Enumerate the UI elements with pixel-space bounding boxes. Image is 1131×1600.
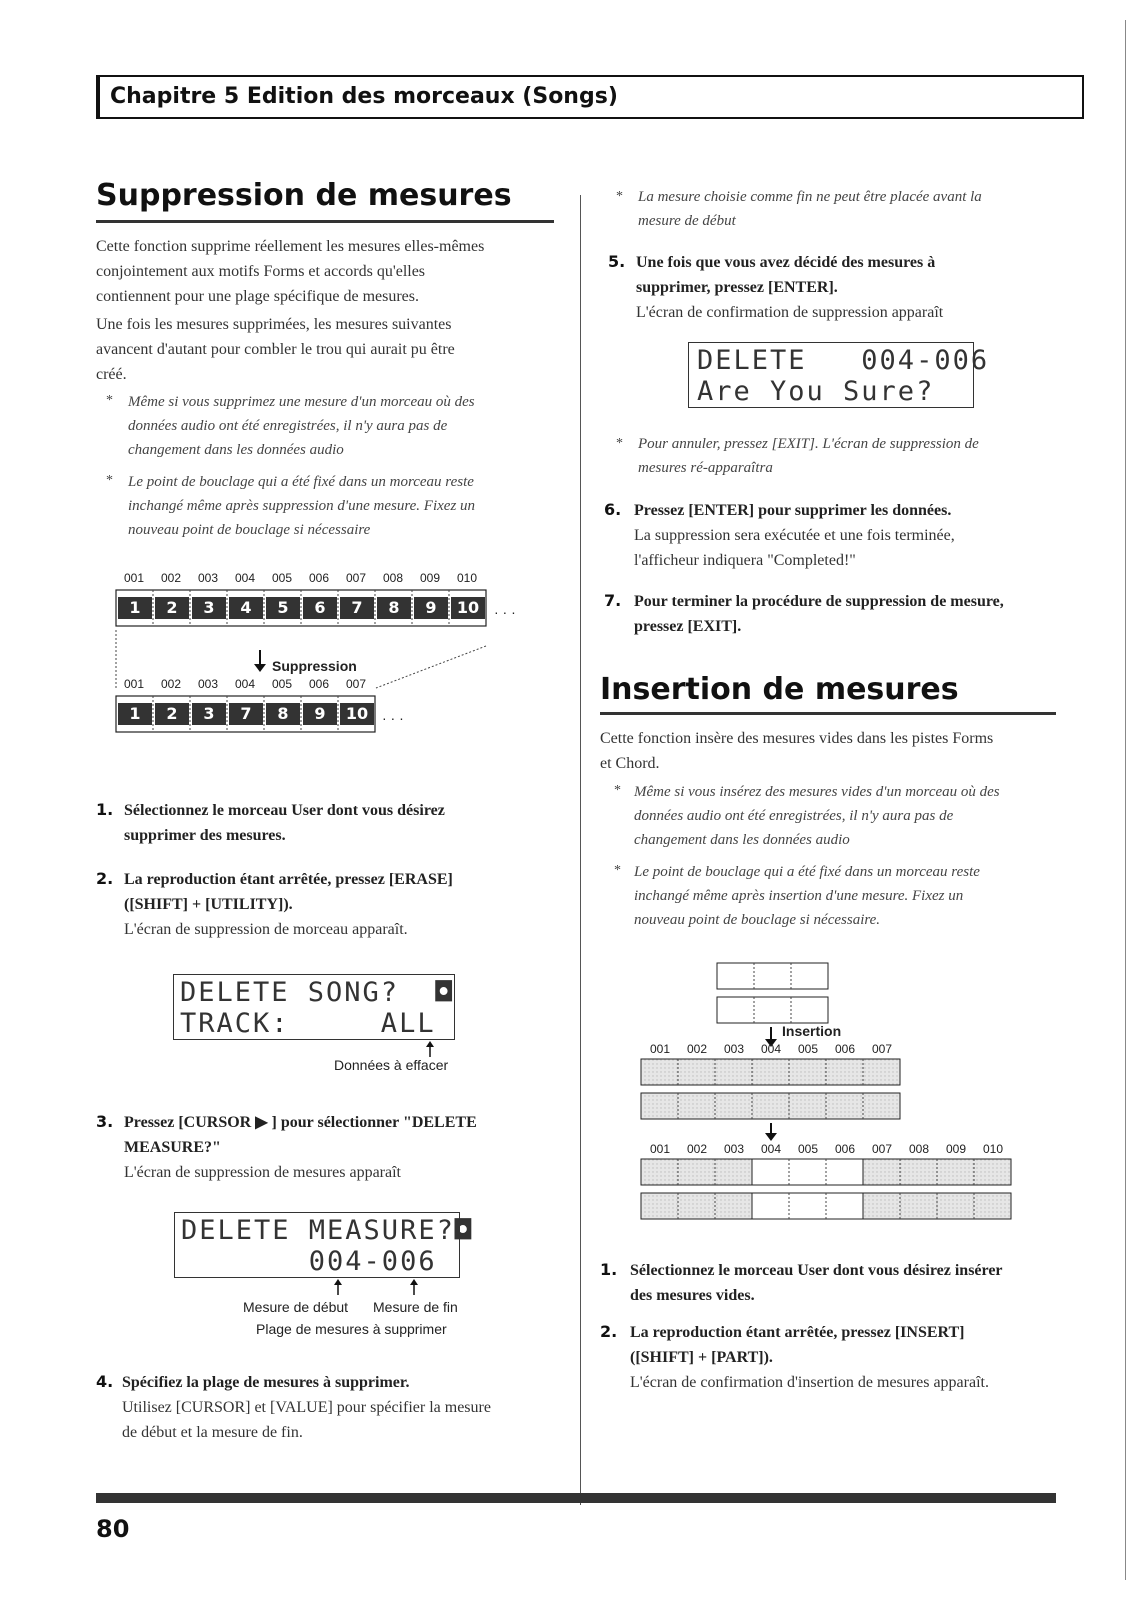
measure-cell: 5 <box>266 597 300 619</box>
text-line: ([SHIFT] + [UTILITY]). <box>124 896 293 913</box>
note-end-before-start <box>638 185 1078 233</box>
section-title-suppression: Suppression de mesures <box>96 178 512 213</box>
measure-cell: 8 <box>377 597 411 619</box>
text-line: changement dans les données audio <box>128 442 344 458</box>
measure-cell: 2 <box>155 597 189 619</box>
measure-label: 002 <box>161 677 182 691</box>
pointer-arrow-icon <box>420 1040 440 1058</box>
text-line: créé. <box>96 366 127 383</box>
text-line: inchangé même après suppression d'une mesure. Fixez un <box>128 498 476 514</box>
page-edge-rule <box>1125 20 1126 1580</box>
step-1-text <box>124 798 564 848</box>
step-6-body <box>634 523 1074 573</box>
lcd-line-1: DELETE SONG? ◘ <box>180 977 454 1008</box>
note-audio-unchanged <box>128 390 568 462</box>
step-4-body <box>122 1395 562 1445</box>
chapter-title: Chapitre 5 Edition des morceaux (Songs) <box>110 84 618 109</box>
note-bullet: * <box>616 189 623 204</box>
note-insert-audio <box>634 780 1074 852</box>
measure-label: 001 <box>124 571 145 585</box>
step-number: 2. <box>96 869 114 888</box>
measure-label: 003 <box>198 677 219 691</box>
measure-label: 002 <box>687 1142 708 1156</box>
measure-label: 010 <box>457 571 478 585</box>
text-line: de début et la mesure de fin. <box>122 1424 303 1441</box>
text-line: données audio ont été enregistrées, il n'y aura pas de <box>634 808 954 824</box>
step-number: 1. <box>600 1260 618 1279</box>
text-line: pressez [EXIT]. <box>634 618 742 635</box>
measure-cell: 10 <box>340 703 374 725</box>
text-line: Sélectionnez le morceau User dont vous désirez insérer <box>630 1262 1003 1279</box>
continuation-dots: · · · <box>382 710 404 726</box>
text-line: La reproduction étant arrêtée, pressez [INSERT] <box>630 1324 965 1341</box>
step-5-text <box>636 250 1076 300</box>
text-line: des mesures vides. <box>630 1287 755 1304</box>
text-line: mesures ré-apparaîtra <box>638 460 773 476</box>
text-line: nouveau point de bouclage si nécessaire. <box>634 912 881 928</box>
measure-label: 002 <box>161 571 182 585</box>
measure-cell: 9 <box>414 597 448 619</box>
lcd-delete-song <box>173 974 455 1040</box>
measure-label: 005 <box>798 1042 819 1056</box>
lcd-delete-measure <box>174 1212 474 1278</box>
measure-label: 010 <box>983 1142 1004 1156</box>
step-number: 6. <box>604 500 622 519</box>
measure-cell: 10 <box>451 597 485 619</box>
measure-label: 001 <box>650 1142 671 1156</box>
text-line: supprimer des mesures. <box>124 827 286 844</box>
measure-label: 006 <box>309 571 330 585</box>
note-bullet: * <box>106 393 113 408</box>
measure-cell: 8 <box>266 703 300 725</box>
measure-label: 007 <box>872 1042 893 1056</box>
measure-label: 004 <box>761 1042 782 1056</box>
measure-label: 003 <box>724 1142 745 1156</box>
page-number: 80 <box>96 1515 130 1543</box>
measure-cell: 9 <box>303 703 337 725</box>
text-line: Une fois les mesures supprimées, les mesures suivantes <box>96 316 452 333</box>
text-line: Pour annuler, pressez [EXIT]. L'écran de suppression de <box>638 436 979 452</box>
note-bullet: * <box>614 783 621 798</box>
text-line: mesure de début <box>638 213 736 229</box>
section-rule <box>600 712 1056 715</box>
step-number: 5. <box>608 252 626 271</box>
step-number: 4. <box>96 1372 114 1391</box>
pointer-arrow-icon <box>404 1278 424 1296</box>
text-line: Le point de bouclage qui a été fixé dans un morceau reste <box>634 864 980 880</box>
measure-label: 006 <box>309 677 330 691</box>
caption-data-to-erase: Données à effacer <box>334 1057 449 1073</box>
measure-cell: 1 <box>118 703 152 725</box>
caption-start-measure: Mesure de début <box>243 1299 349 1315</box>
measure-label: 001 <box>650 1042 671 1056</box>
insert-step-1-text <box>630 1258 1080 1308</box>
text-line: La reproduction étant arrêtée, pressez [ERASE] <box>124 871 453 888</box>
text-line: supprimer, pressez [ENTER]. <box>636 279 838 296</box>
measure-label: 006 <box>835 1142 856 1156</box>
caption-end-measure: Mesure de fin <box>373 1299 458 1315</box>
text-line: Sélectionnez le morceau User dont vous désirez <box>124 802 445 819</box>
note-bullet: * <box>106 473 113 488</box>
step-number: 1. <box>96 800 114 819</box>
measure-label: 003 <box>198 571 219 585</box>
note-insert-loop <box>634 860 1074 932</box>
step-number: 7. <box>604 591 622 610</box>
text-line: Même si vous insérez des mesures vides d'un morceau où des <box>634 784 1000 800</box>
text-line: inchangé même après insertion d'une mesure. Fixez un <box>634 888 964 904</box>
text-line: Cette fonction insère des mesures vides dans les pistes Forms <box>600 730 994 747</box>
note-loop-point <box>128 470 568 542</box>
measure-label: 005 <box>798 1142 819 1156</box>
suppression-arrow-label: Suppression <box>272 658 357 674</box>
measure-label: 007 <box>872 1142 893 1156</box>
lcd-line-2: 004-006 <box>181 1246 437 1277</box>
insert-step-2-text <box>630 1320 1080 1370</box>
text-line: ([SHIFT] + [PART]). <box>630 1349 773 1366</box>
continuation-dots: · · · <box>494 604 516 620</box>
insertion-diagram <box>636 955 1026 1235</box>
step-number: 3. <box>96 1112 114 1131</box>
deletion-diagram <box>110 568 550 768</box>
measure-cell: 4 <box>229 597 263 619</box>
step-2-body: L'écran de suppression de morceau apparaît. <box>124 921 408 938</box>
measure-label: 004 <box>761 1142 782 1156</box>
text-line: Même si vous supprimez une mesure d'un morceau où des <box>128 394 475 410</box>
column-divider <box>580 195 581 1505</box>
caption-measure-range: Plage de mesures à supprimer <box>256 1321 447 1337</box>
text-line: contiennent pour une plage spécifique de mesures. <box>96 288 419 305</box>
note-bullet: * <box>614 863 621 878</box>
measure-label: 005 <box>272 677 293 691</box>
step-4-text: Spécifiez la plage de mesures à supprimer. <box>122 1374 410 1391</box>
lcd-line-2: TRACK: ALL <box>180 1008 436 1039</box>
text-line: Cette fonction supprime réellement les mesures elles-mêmes <box>96 238 485 255</box>
step-5-body: L'écran de confirmation de suppression apparaît <box>636 304 944 321</box>
measure-label: 009 <box>420 571 441 585</box>
measure-cell: 2 <box>155 703 189 725</box>
measure-cell: 7 <box>229 703 263 725</box>
step-2-text <box>124 867 564 917</box>
step-3-body: L'écran de suppression de mesures apparaît <box>124 1164 401 1181</box>
intro-paragraph-1 <box>96 234 566 309</box>
section-title-insertion: Insertion de mesures <box>600 672 959 707</box>
text-line: Le point de bouclage qui a été fixé dans un morceau reste <box>128 474 474 490</box>
text-line: données audio ont été enregistrées, il n'y aura pas de <box>128 418 448 434</box>
text-line: l'afficheur indiquera "Completed!" <box>634 552 856 569</box>
measure-label: 003 <box>724 1042 745 1056</box>
lcd-line-1: DELETE 004-006 <box>697 345 990 376</box>
insertion-intro <box>600 726 1070 776</box>
measure-cell: 3 <box>192 703 226 725</box>
measure-label: 008 <box>909 1142 930 1156</box>
text-line: et Chord. <box>600 755 660 772</box>
pointer-arrow-icon <box>328 1278 348 1296</box>
insertion-arrow-label: Insertion <box>782 1023 842 1039</box>
text-line: Pressez [CURSOR ▶ ] pour sélectionner "DELETE <box>124 1114 477 1131</box>
step-number: 2. <box>600 1322 618 1341</box>
step-6-text: Pressez [ENTER] pour supprimer les données. <box>634 502 952 519</box>
text-line: Une fois que vous avez décidé des mesures à <box>636 254 936 271</box>
measure-label: 009 <box>946 1142 967 1156</box>
note-bullet: * <box>616 436 623 451</box>
insert-step-2-body: L'écran de confirmation d'insertion de mesures apparaît. <box>630 1374 989 1391</box>
measure-label: 008 <box>383 571 404 585</box>
text-line: La mesure choisie comme fin ne peut être placée avant la <box>638 189 982 205</box>
section-rule <box>96 220 554 223</box>
measure-cell: 6 <box>303 597 337 619</box>
lcd-line-2: Are You Sure? <box>697 376 935 407</box>
step-7-text <box>634 589 1074 639</box>
measure-label: 005 <box>272 571 293 585</box>
intro-paragraph-2 <box>96 312 566 387</box>
measure-label: 001 <box>124 677 145 691</box>
step-3-text <box>124 1110 564 1160</box>
measure-cell: 7 <box>340 597 374 619</box>
text-line: avancent d'autant pour combler le trou qui aurait pu être <box>96 341 455 358</box>
lcd-line-1: DELETE MEASURE?◘ <box>181 1215 474 1246</box>
text-line: MEASURE?" <box>124 1139 221 1156</box>
text-line: La suppression sera exécutée et une fois terminée, <box>634 527 955 544</box>
text-line: conjointement aux motifs Forms et accords qu'elles <box>96 263 426 280</box>
text-line: Pour terminer la procédure de suppression de mesure, <box>634 593 1004 610</box>
note-cancel <box>638 432 1078 480</box>
measure-label: 004 <box>235 571 256 585</box>
measure-label: 007 <box>346 571 367 585</box>
text-line: changement dans les données audio <box>634 832 850 848</box>
text-line: Utilisez [CURSOR] et [VALUE] pour spécifier la mesure <box>122 1399 491 1416</box>
text-line: nouveau point de bouclage si nécessaire <box>128 522 371 538</box>
measure-cell: 1 <box>118 597 152 619</box>
measure-label: 006 <box>835 1042 856 1056</box>
lcd-delete-confirm <box>688 342 990 408</box>
footer-rule <box>96 1493 1056 1503</box>
measure-cell: 3 <box>192 597 226 619</box>
measure-label: 002 <box>687 1042 708 1056</box>
measure-label: 004 <box>235 677 256 691</box>
insertion-diagram-lines <box>636 955 1026 1235</box>
measure-label: 007 <box>346 677 367 691</box>
